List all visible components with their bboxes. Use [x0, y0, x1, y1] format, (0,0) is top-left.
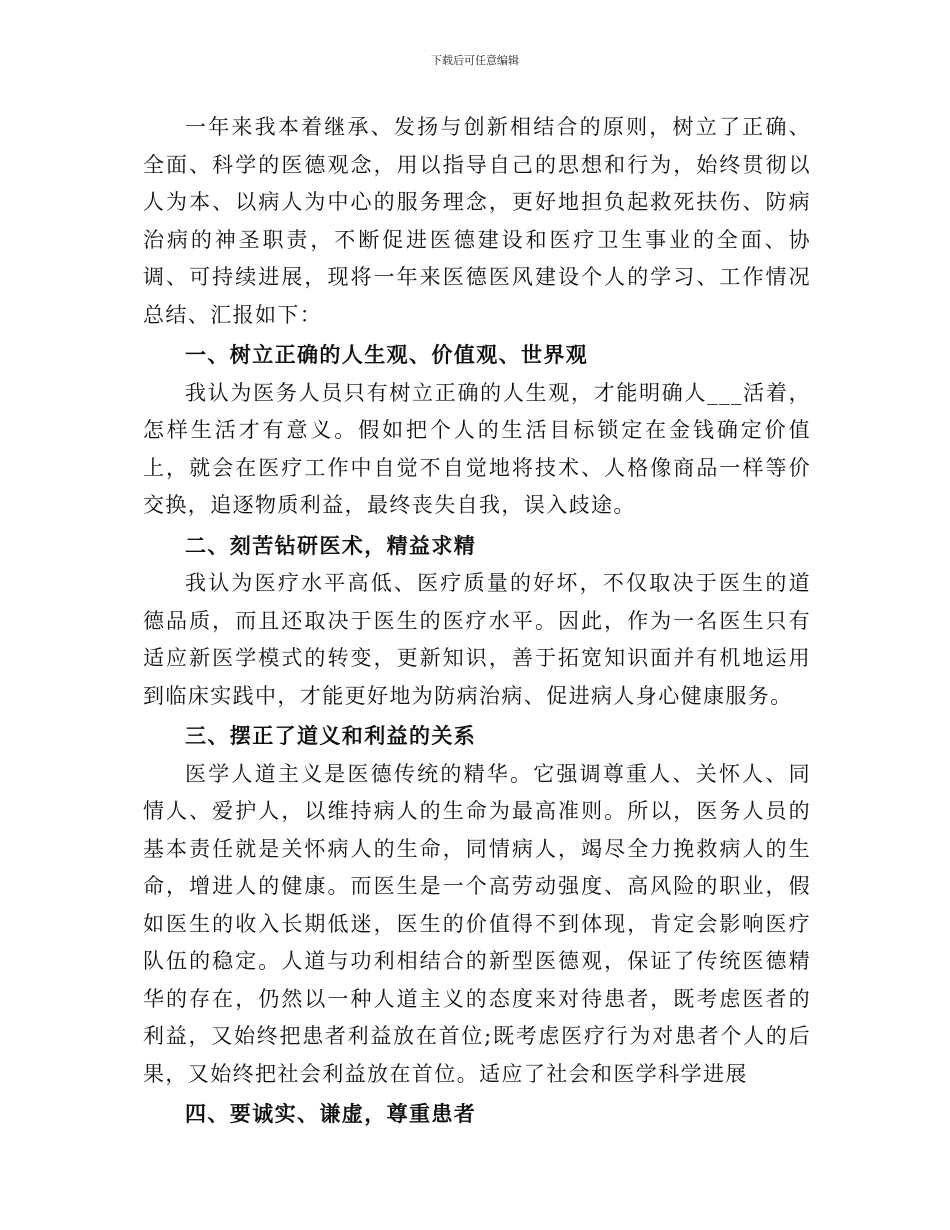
section-1-heading: 一、树立正确的人生观、价值观、世界观 [185, 343, 589, 367]
document-body [143, 109, 811, 1134]
page-header: 下载后可任意编辑 [431, 54, 519, 67]
section-2-heading: 二、刻苦钻研医术，精益求精 [185, 533, 477, 558]
section-1-paragraph: 我认为医务人员只有树立正确的人生观，才能明确人___活着，怎样生活才有意义。假如把个人的生活目标锁定在金钱确定价值上，就会在医疗工作中自觉不自觉地将技术、人格像商品一样等价交换，追逐物质利益，最终丧失自我，误入歧途。 [143, 380, 811, 517]
section-2-paragraph: 我认为医疗水平高低、医疗质量的好坏，不仅取决于医生的道德品质，而且还取决于医生的医疗水平。因此，作为一名医生只有适应新医学模式的转变，更新知识，善于拓宽知识面并有机地运用到临床实践中，才能更好地为防病治病、促进病人身心健康服务。 [143, 571, 811, 708]
section-3-heading: 三、摆正了道义和利益的关系 [185, 724, 477, 748]
section-4-heading: 四、要诚实、谦虚，尊重患者 [185, 1102, 477, 1126]
section-3-paragraph: 医学人道主义是医德传统的精华。它强调尊重人、关怀人、同情人、爱护人，以维持病人的生命为最高准则。所以，医务人员的基本责任就是关怀病人的生命，同情病人，竭尽全力挽救病人的生命，增进人的健康。而医生是一个高劳动强度、高风险的职业，假如医生的收入长期低迷，医生的价值得不到体现，肯定会影响医疗队伍的稳定。人道与功利相结合的新型医德观，保证了传统医德精华的存在，仍然以一种人道主义的态度来对待患者，既考虑医者的利益，又始终把患者利益放在首位;既考虑医疗行为对患者个人的后果，又始终把社会利益放在首位。适应了社会和医学科学进展 [143, 761, 811, 1086]
intro-paragraph: 一年来我本着继承、发扬与创新相结合的原则，树立了正确、全面、科学的医德观念，用以指导自己的思想和行为，始终贯彻以人为本、以病人为中心的服务理念，更好地担负起救死扶伤、防病治病的神圣职责，不断促进医德建设和医疗卫生事业的全面、协调、可持续进展，现将一年来医德医风建设个人的学习、工作情况总结、汇报如下： [143, 115, 811, 327]
